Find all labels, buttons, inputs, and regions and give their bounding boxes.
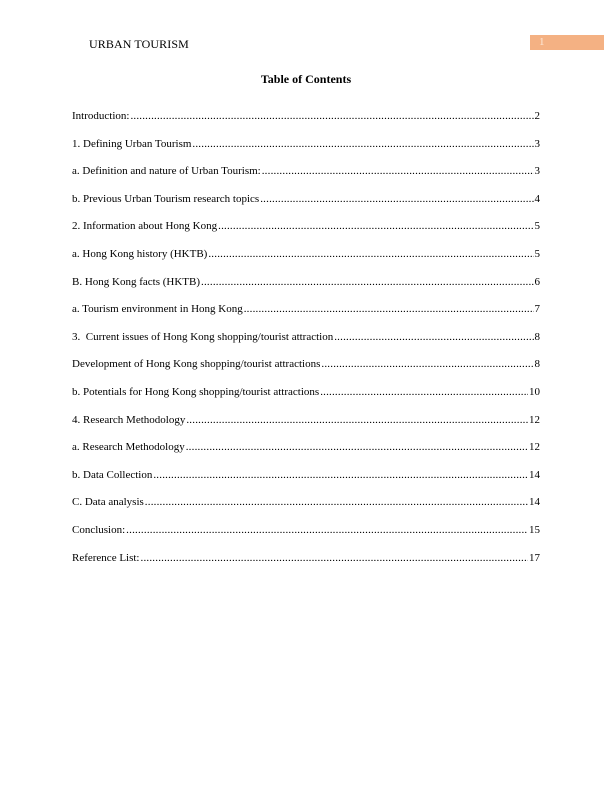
toc-dot-leader [186,414,528,426]
toc-dot-leader [153,469,528,481]
toc-entry-page: 3 [534,137,540,150]
toc-entry[interactable] [72,138,540,166]
toc-heading: Table of Contents [260,72,352,86]
toc-entry[interactable] [72,165,540,193]
toc-entry[interactable] [72,110,540,138]
toc-dot-leader [126,524,528,536]
toc-entry-label: a. Hong Kong history (HKTB) [72,247,208,260]
toc-entry-label: Conclusion: [72,523,126,536]
toc-entry-label: 4. Research Methodology [72,413,186,426]
toc-entry-page: 5 [534,247,540,260]
toc-entry[interactable] [72,358,540,386]
toc-entry[interactable] [72,441,540,469]
toc-dot-leader [130,110,533,122]
page-number-badge: 1 [530,35,604,50]
toc-entry-page: 4 [534,192,540,205]
toc-entry[interactable] [72,193,540,221]
toc-dot-leader [320,386,528,398]
toc-entry-page: 14 [529,496,540,509]
toc-dot-leader [218,220,533,232]
toc-entry-label: Introduction: [72,110,130,122]
toc-entry-label: Development of Hong Kong shopping/tourist attractions [72,358,321,371]
toc-entry-label: a. Tourism environment in Hong Kong [72,303,243,316]
toc-entry-page: 2 [534,110,540,122]
toc-dot-leader [145,496,528,508]
toc-entry-page: 6 [534,275,540,288]
toc-dot-leader [262,165,534,177]
toc-entry-page: 17 [529,551,540,564]
toc-dot-leader [321,358,533,370]
toc-entry[interactable] [72,276,540,304]
toc-entry-page: 12 [529,441,540,454]
toc-entry-label: 1. Defining Urban Tourism [72,137,192,150]
toc-entry-page: 10 [529,385,540,398]
toc-entry-page: 5 [534,220,540,233]
toc-entry[interactable] [72,303,540,331]
toc-entry-label: 3. Current issues of Hong Kong shopping/tourist attraction [72,330,334,343]
toc-entry[interactable] [72,552,540,580]
toc-entry-label: 2. Information about Hong Kong [72,220,218,233]
toc-entry-page: 15 [529,523,540,536]
toc-entry[interactable] [72,220,540,248]
table-of-contents [72,110,540,579]
toc-entry-label: b. Potentials for Hong Kong shopping/tourist attractions [72,385,320,398]
toc-entry[interactable] [72,469,540,497]
running-header-title: URBAN TOURISM [89,37,189,51]
toc-entry-label: B. Hong Kong facts (HKTB) [72,275,201,288]
toc-entry-label: a. Research Methodology [72,441,185,454]
toc-entry-label: Reference List: [72,551,140,564]
toc-entry-page: 8 [534,358,540,371]
toc-entry-label: b. Previous Urban Tourism research topics [72,192,260,205]
toc-entry[interactable] [72,331,540,359]
toc-dot-leader [192,138,533,150]
toc-entry-page: 12 [529,413,540,426]
toc-dot-leader [244,303,534,315]
toc-entry[interactable] [72,386,540,414]
toc-dot-leader [334,331,533,343]
toc-entry-page: 3 [534,165,540,178]
toc-entry-page: 7 [534,303,540,316]
toc-entry[interactable] [72,524,540,552]
toc-entry-label: C. Data analysis [72,496,144,509]
toc-entry-page: 14 [529,468,540,481]
toc-entry[interactable] [72,496,540,524]
toc-dot-leader [260,193,533,205]
toc-dot-leader [141,552,529,564]
toc-entry[interactable] [72,414,540,442]
toc-entry-page: 8 [534,330,540,343]
toc-dot-leader [201,276,533,288]
toc-entry-label: b. Data Collection [72,468,153,481]
toc-entry[interactable] [72,248,540,276]
toc-dot-leader [208,248,533,260]
toc-dot-leader [186,441,528,453]
toc-entry-label: a. Definition and nature of Urban Tourism: [72,165,261,178]
